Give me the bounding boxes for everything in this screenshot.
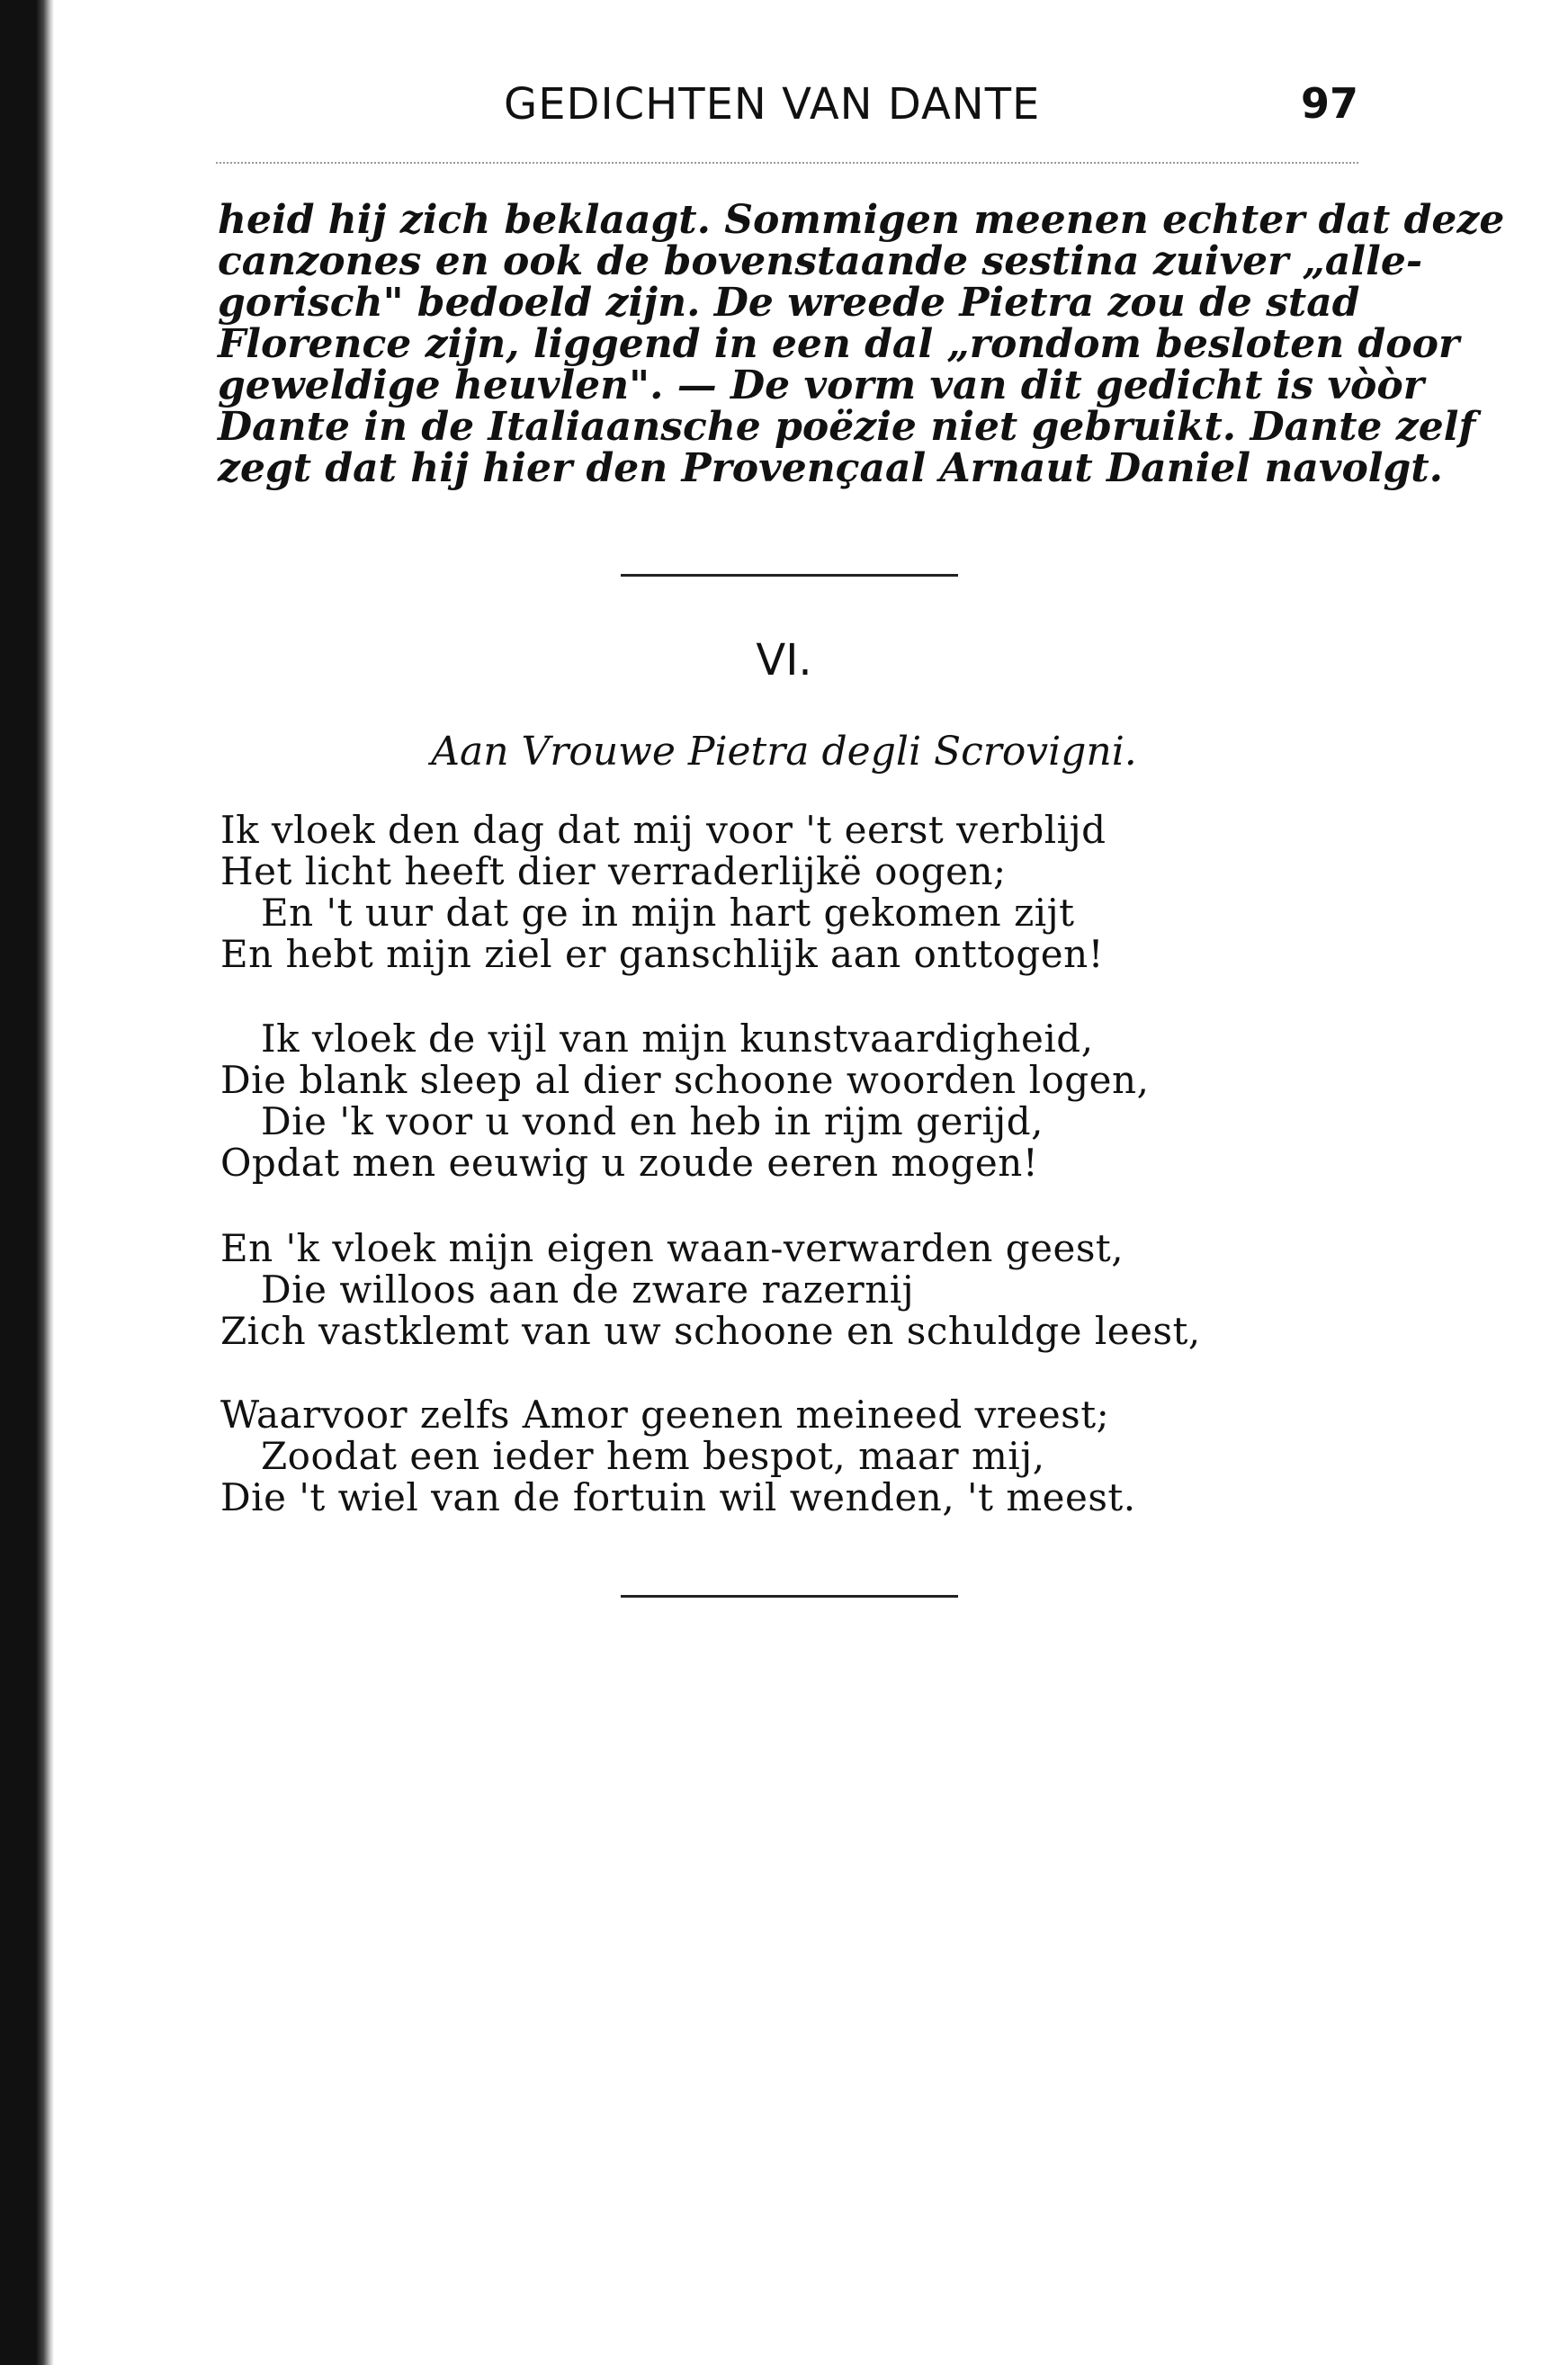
verse-line: Het licht heeft dier verraderlijkë oogen; [220,849,1007,893]
binding-edge [0,0,54,2365]
running-head [216,79,1358,151]
note-line: Florence zijn, liggend in een dal „rondom besloten door [218,321,1460,367]
section-divider-bottom [621,1595,958,1598]
verse-line: Ik vloek de vijl van mijn kunstvaardigheid, [261,1017,1094,1061]
note-line: zegt dat hij hier den Provençaal Arnaut Daniel navolgt. [218,445,1443,491]
verse-line: Die blank sleep al dier schoone woorden logen, [220,1058,1150,1102]
verse-line: Die 'k voor u vond en heb in rijm gerijd, [261,1099,1044,1143]
note-line: heid hij zich beklaagt. Sommigen meenen echter dat deze [218,197,1505,243]
header-divider [216,162,1358,164]
stanza-3 [220,1228,1201,1352]
verse-line: Zoodat een ieder hem bespot, maar mij, [261,1434,1045,1478]
footnote-paragraph [218,197,1505,491]
verse-line: Opdat men eeuwig u zoude eeren mogen! [220,1141,1039,1185]
note-line: canzones en ook de bovenstaande sestina zuiver „alle- [218,238,1423,284]
verse-line: Die 't wiel van de fortuin wil wenden, 't meest. [220,1475,1136,1519]
poem-title: Aan Vrouwe Pietra degli Scrovigni. [431,729,1137,775]
page-number: 97 [1300,79,1358,128]
verse-line: Waarvoor zelfs Amor geenen meineed vreest; [220,1393,1110,1437]
stanza-4 [220,1394,1136,1518]
verse-line: Die willoos aan de zware razernij [261,1268,915,1312]
verse-line: En 'k vloek mijn eigen waan-verwarden geest, [220,1226,1124,1270]
verse-line: Ik vloek den dag dat mij voor 't eerst verblijd [220,808,1107,852]
poem-number: VI. [756,635,812,685]
verse-line: Zich vastklemt van uw schoone en schuldge leest, [220,1309,1201,1353]
note-line: gorisch" bedoeld zijn. De wreede Pietra zou de stad [218,280,1360,326]
stanza-1 [220,810,1106,975]
note-line: geweldige heuvlen". — De vorm van dit gedicht is vòòr [218,363,1424,408]
note-line: Dante in de Italiaansche poëzie niet gebruikt. Dante zelf [218,404,1476,450]
verse-line: En hebt mijn ziel er ganschlijk aan onttogen! [220,932,1105,976]
section-divider-top [621,574,958,577]
verse-line: En 't uur dat ge in mijn hart gekomen zijt [261,891,1075,935]
stanza-2 [220,1018,1149,1184]
running-title: GEDICHTEN VAN DANTE [504,79,1041,130]
